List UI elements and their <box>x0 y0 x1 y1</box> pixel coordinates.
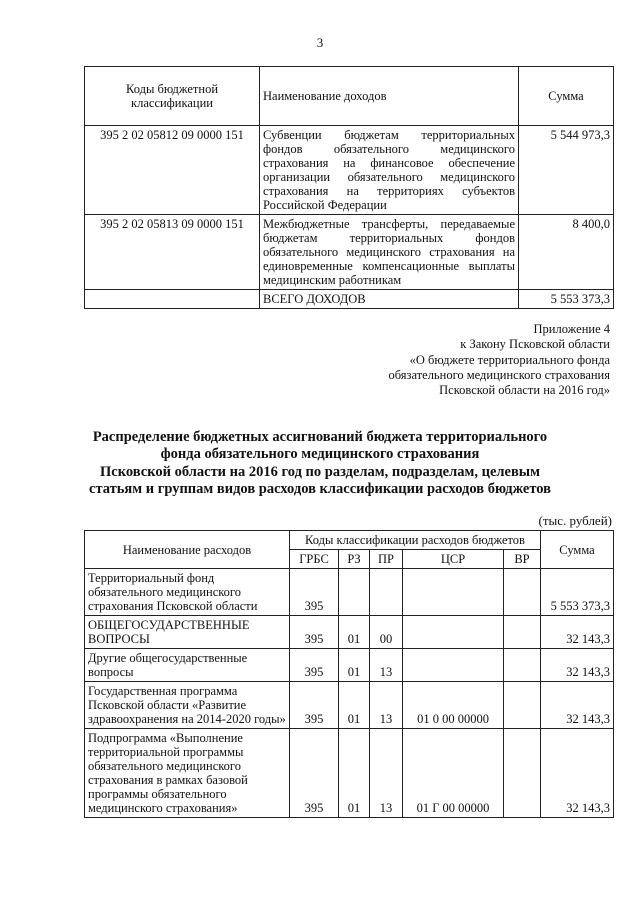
expense-header-name: Наименование расходов <box>85 531 290 569</box>
income-name: Межбюджетные трансферты, передаваемые бюджетам территориальных фондов обязательного медицинского страхования на единовременные компенсационные выплаты медицинским работникам <box>260 215 519 290</box>
expense-grbs: 395 <box>290 682 339 729</box>
units-label: (тыс. рублей) <box>538 513 612 528</box>
table-row <box>85 290 614 309</box>
title-line: Распределение бюджетных ассигнований бюджета территориального <box>92 429 548 445</box>
expense-csr <box>403 569 504 616</box>
table-row <box>85 569 614 616</box>
expense-header-csr: ЦСР <box>403 550 504 569</box>
expense-sum: 32 143,3 <box>541 616 614 649</box>
expense-name: Подпрограмма «Выполнение территориальной программы обязательного медицинского страхования в рамках базовой программы обязательного медицинского страхования» <box>85 729 290 818</box>
expense-csr <box>403 649 504 682</box>
expense-vr <box>504 649 541 682</box>
income-header-sum: Сумма <box>519 67 614 126</box>
appendix-note <box>388 322 610 398</box>
expense-rz: 01 <box>339 682 370 729</box>
expense-vr <box>504 569 541 616</box>
expense-rz <box>339 569 370 616</box>
income-sum: 8 400,0 <box>519 215 614 290</box>
table-row <box>85 215 614 290</box>
expense-name: Государственная программа Псковской области «Развитие здравоохранения на 2014-2020 годы» <box>85 682 290 729</box>
expense-name: Территориальный фонд обязательного медицинского страхования Псковской области <box>85 569 290 616</box>
expense-table <box>84 530 614 818</box>
expense-csr: 01 Г 00 00000 <box>403 729 504 818</box>
income-table-header <box>85 67 614 126</box>
expense-header-grbs: ГРБС <box>290 550 339 569</box>
expense-header-sum: Сумма <box>541 531 614 569</box>
income-table <box>84 66 614 309</box>
expense-grbs: 395 <box>290 649 339 682</box>
expense-sum: 5 553 373,3 <box>541 569 614 616</box>
appendix-line: «О бюджете территориального фонда <box>409 352 610 367</box>
income-total-label: ВСЕГО ДОХОДОВ <box>260 290 519 309</box>
appendix-line: Псковской области на 2016 год» <box>439 383 610 397</box>
income-code: 395 2 02 05812 09 0000 151 <box>85 126 260 215</box>
expense-rz: 01 <box>339 729 370 818</box>
expense-header-pr: ПР <box>370 550 403 569</box>
appendix-line: обязательного медицинского страхования <box>388 367 610 382</box>
table-row <box>85 616 614 649</box>
income-name: Субвенции бюджетам территориальных фондов обязательного медицинского страхования на финансовое обеспечение организации обязательного медицинского страхования на территориях субъектов Российской Федерации <box>260 126 519 215</box>
expense-pr: 00 <box>370 616 403 649</box>
income-header-name: Наименование доходов <box>260 67 519 126</box>
expense-sum: 32 143,3 <box>541 649 614 682</box>
expense-header-vr: ВР <box>504 550 541 569</box>
income-header-code: Коды бюджетной классификации <box>85 67 260 126</box>
expense-vr <box>504 616 541 649</box>
expense-grbs: 395 <box>290 616 339 649</box>
appendix-line: Приложение 4 <box>533 322 610 336</box>
table-row <box>85 729 614 818</box>
page-number: 3 <box>316 35 324 50</box>
title-line: статьям и группам видов расходов классификации расходов бюджетов <box>89 481 551 498</box>
income-sum: 5 544 973,3 <box>519 126 614 215</box>
expense-csr: 01 0 00 00000 <box>403 682 504 729</box>
expense-name: ОБЩЕГОСУДАРСТВЕННЫЕ ВОПРОСЫ <box>85 616 290 649</box>
income-code: 395 2 02 05813 09 0000 151 <box>85 215 260 290</box>
expense-vr <box>504 729 541 818</box>
expense-sum: 32 143,3 <box>541 682 614 729</box>
expense-vr <box>504 682 541 729</box>
expense-sum: 32 143,3 <box>541 729 614 818</box>
title-line: фонда обязательного медицинского страхования <box>160 446 480 463</box>
expense-pr <box>370 569 403 616</box>
expense-pr: 13 <box>370 682 403 729</box>
expense-header-rz: РЗ <box>339 550 370 569</box>
income-code <box>85 290 260 309</box>
expense-name: Другие общегосударственные вопросы <box>85 649 290 682</box>
table-row <box>85 126 614 215</box>
appendix-line: к Закону Псковской области <box>460 337 610 352</box>
expense-header-row <box>85 531 614 550</box>
expense-header-codes: Коды классификации расходов бюджетов <box>290 531 541 550</box>
expense-csr <box>403 616 504 649</box>
table-row <box>85 682 614 729</box>
table-row <box>85 649 614 682</box>
expense-rz: 01 <box>339 616 370 649</box>
title-line: Псковской области на 2016 год по разделам, подразделам, целевым <box>100 463 540 480</box>
expense-pr: 13 <box>370 649 403 682</box>
expense-grbs: 395 <box>290 569 339 616</box>
income-total-sum: 5 553 373,3 <box>519 290 614 309</box>
expense-rz: 01 <box>339 649 370 682</box>
document-title <box>0 429 640 499</box>
expense-pr: 13 <box>370 729 403 818</box>
expense-grbs: 395 <box>290 729 339 818</box>
